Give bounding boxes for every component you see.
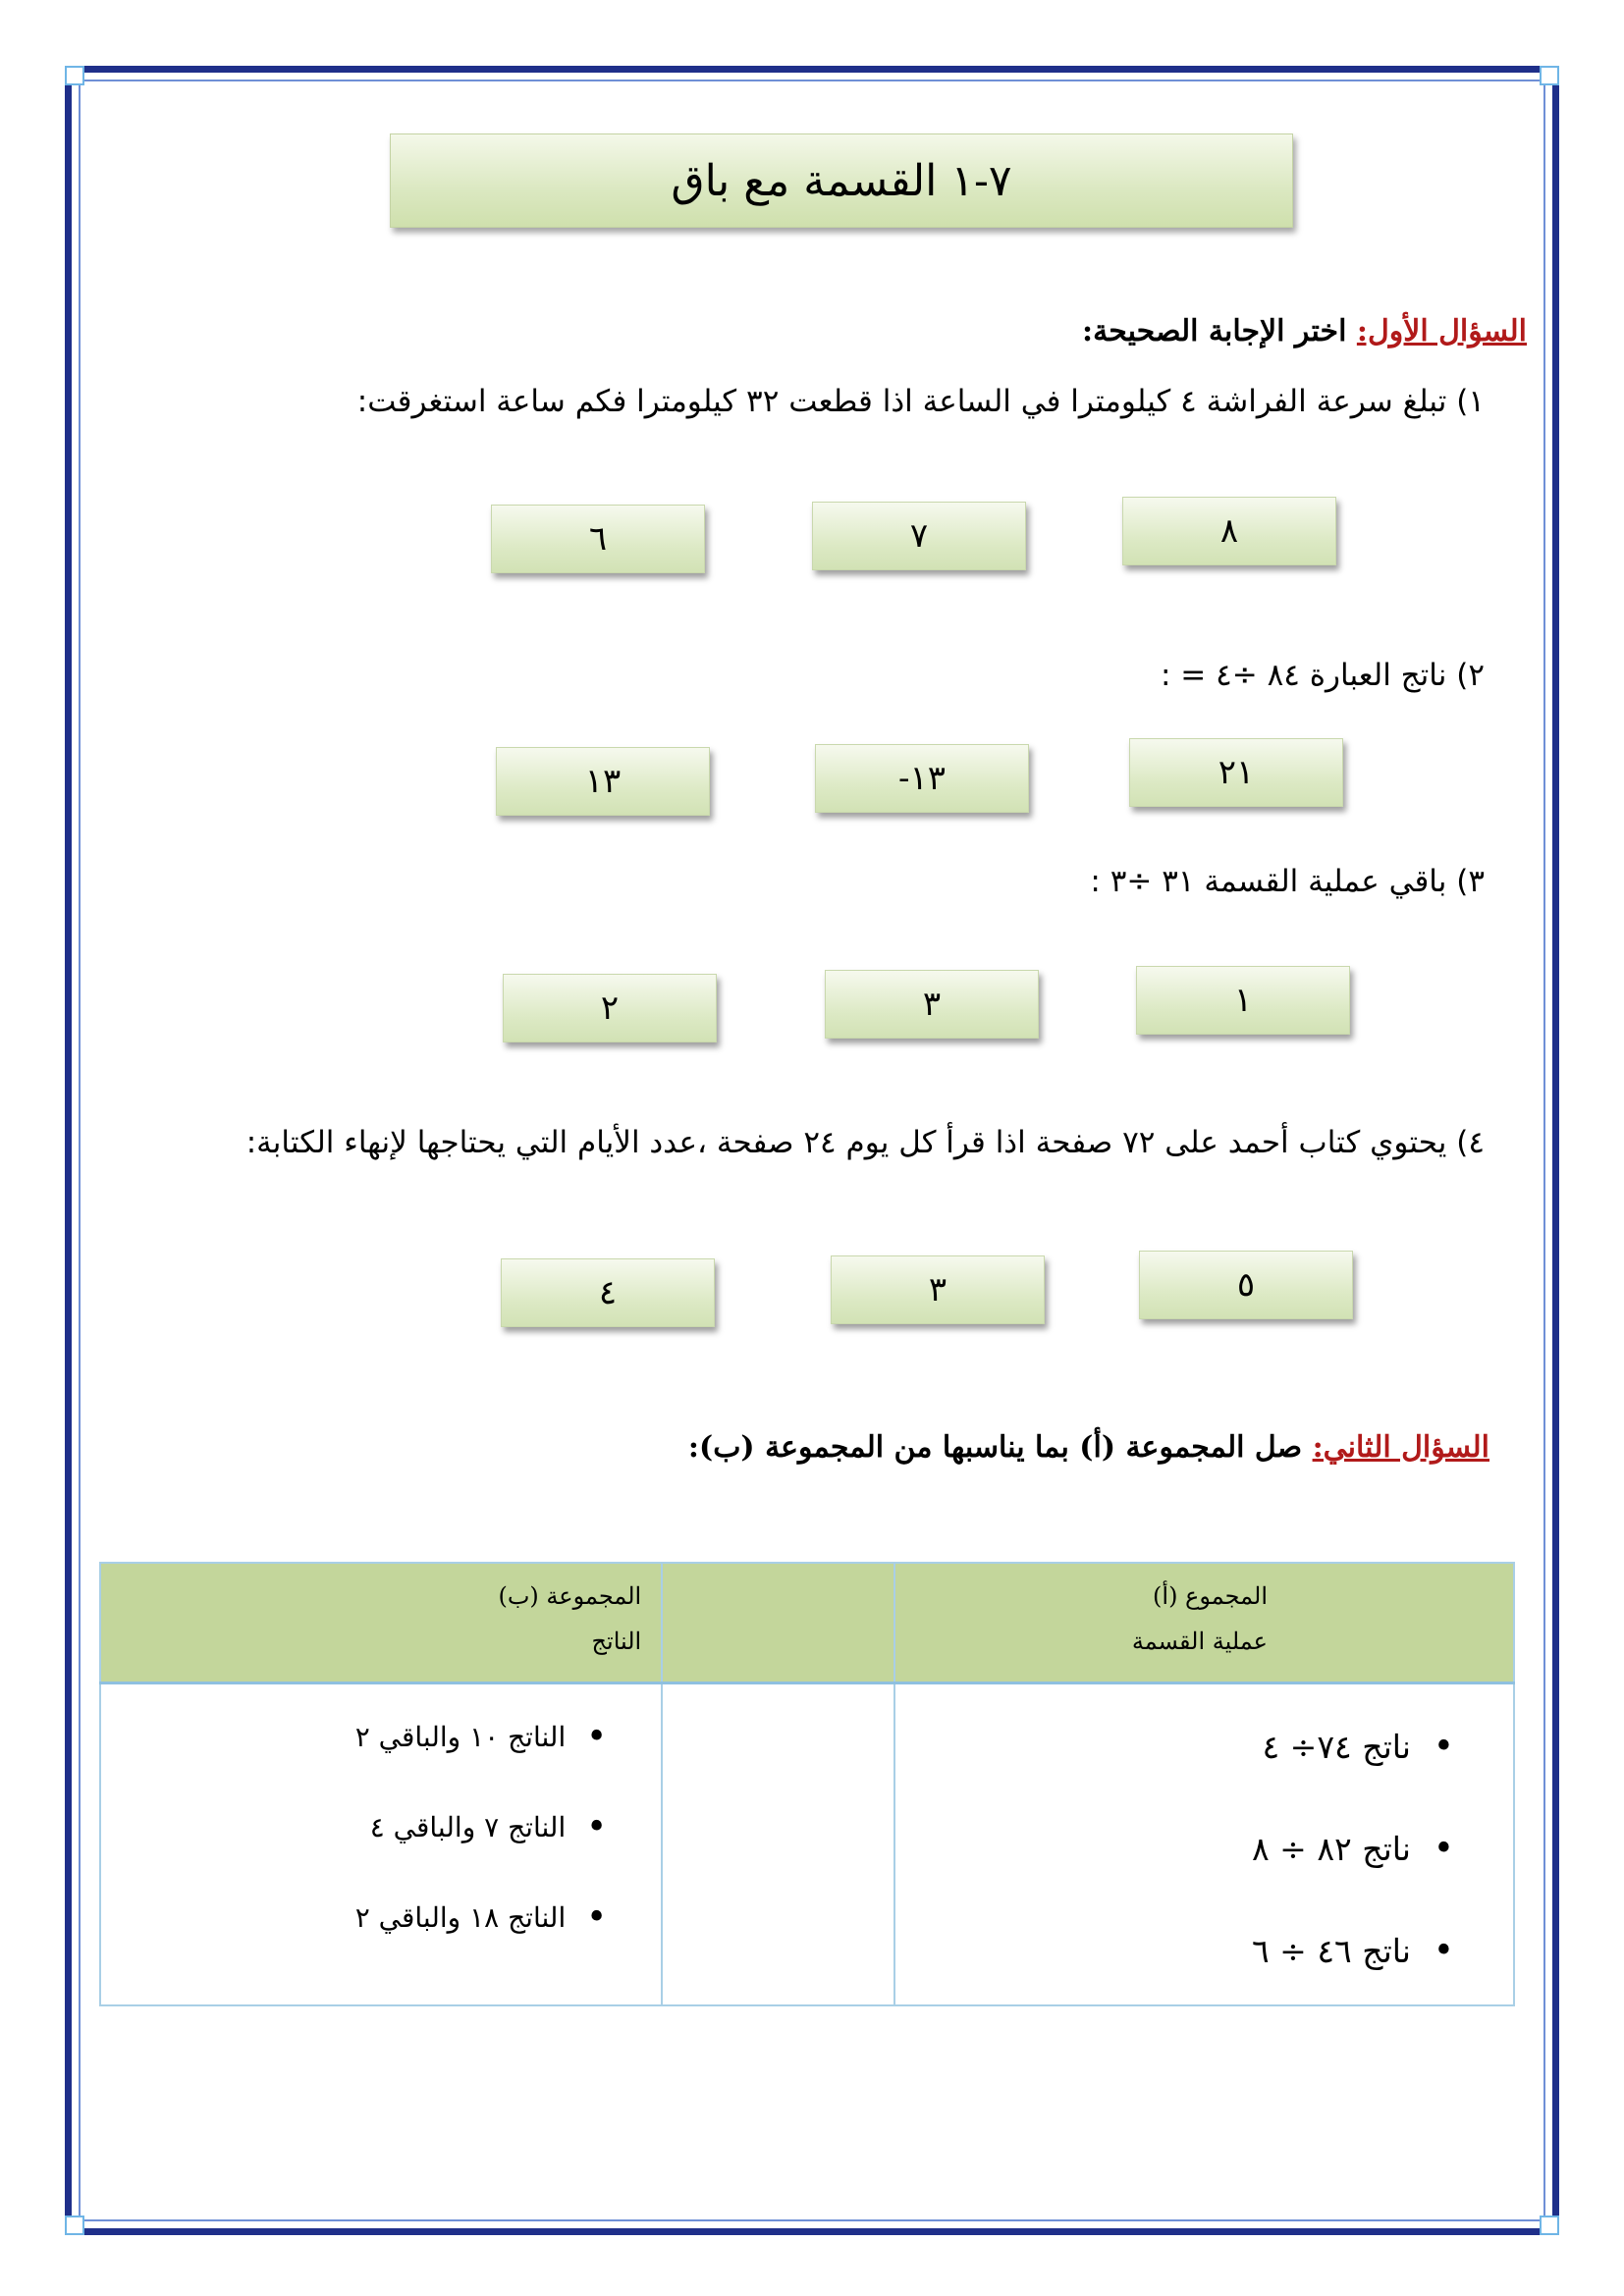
group-b-item-2[interactable]: [101, 1783, 607, 1873]
option-label: ٦: [588, 519, 608, 559]
group-b-item-1[interactable]: [101, 1692, 607, 1783]
option-label: ٢١: [1218, 753, 1255, 792]
group-b-header: [100, 1563, 662, 1683]
option-label: ٧: [909, 516, 929, 556]
q1-item-4-option-3[interactable]: [501, 1258, 715, 1327]
q1-item-4-text: ٤) يحتوي كتاب أحمد على ٧٢ صفحة اذا قرأ كل يوم ٢٤ صفحة ،عدد الأيام التي يحتاجها لإنهاء الكتابة:: [245, 1125, 1485, 1160]
q1-item-1-option-1[interactable]: [1122, 497, 1336, 565]
group-a-item-3[interactable]: [895, 1900, 1454, 2002]
border-corner-top-left: [65, 66, 84, 85]
group-b-heading: المجموعة (ب): [498, 1582, 642, 1610]
q1-item-4-option-1[interactable]: [1139, 1251, 1353, 1319]
option-label: ١٣-: [897, 759, 947, 798]
q1-label: السؤال الأول:: [1356, 314, 1527, 348]
list-item: الناتج ١٨ والباقي ٢: [354, 1901, 567, 1934]
option-label: ١: [1233, 981, 1253, 1020]
group-a-header: [894, 1563, 1514, 1683]
q1-item-1-option-2[interactable]: [812, 502, 1026, 570]
list-item: ناتج ٤٦ ÷ ٦: [1251, 1932, 1411, 1970]
option-label: ٣: [928, 1270, 947, 1309]
q1-item-3-option-1[interactable]: [1136, 966, 1350, 1035]
group-a-list: [895, 1684, 1513, 2002]
lesson-title: ٧-١ القسمة مع باق: [671, 155, 1012, 206]
q1-instruction: اختر الإجابة الصحيحة:: [1082, 314, 1347, 348]
group-a-item-2[interactable]: [895, 1798, 1454, 1900]
q1-item-3-option-3[interactable]: [503, 974, 717, 1042]
group-a-cell: [894, 1683, 1514, 2006]
option-label: ١٣: [584, 762, 622, 801]
q1-item-2-text: ٢) ناتج العبارة ٨٤ ÷٤ = :: [1160, 658, 1485, 693]
q1-item-1-option-3[interactable]: [491, 505, 705, 573]
group-b-list: [101, 1684, 661, 1963]
q1-item-2-option-1[interactable]: [1129, 738, 1343, 807]
q2-label: السؤال الثاني:: [1312, 1430, 1489, 1465]
group-b-item-3[interactable]: [101, 1873, 607, 1963]
border-corner-top-right: [1540, 66, 1559, 85]
q1-item-1-text: ١) تبلغ سرعة الفراشة ٤ كيلومترا في الساعة اذا قطعت ٣٢ كيلومترا فكم ساعة استغرقت:: [356, 384, 1485, 419]
q1-item-2-option-2[interactable]: [815, 744, 1029, 813]
list-item: الناتج ٧ والباقي ٤: [369, 1811, 567, 1843]
q2-instruction: صل المجموعة (أ) بما يناسبها من المجموعة (ب):: [687, 1430, 1303, 1465]
q1-item-2-option-3[interactable]: [496, 747, 710, 816]
border-corner-bottom-left: [65, 2216, 84, 2235]
list-item: الناتج ١٠ والباقي ٢: [354, 1721, 567, 1753]
lesson-title-box: [390, 133, 1293, 228]
middle-cell: [662, 1683, 894, 2006]
q2-heading: [688, 1430, 1489, 1465]
group-a-heading: المجموع (أ): [1153, 1582, 1268, 1610]
option-label: ٥: [1236, 1265, 1256, 1305]
middle-header: [662, 1563, 894, 1683]
option-label: ٤: [598, 1273, 618, 1312]
option-label: ٣: [922, 985, 942, 1024]
group-a-subheading: عملية القسمة: [1131, 1628, 1268, 1655]
group-b-cell: [100, 1683, 662, 2006]
border-corner-bottom-right: [1540, 2216, 1559, 2235]
q1-item-4-option-2[interactable]: [831, 1255, 1045, 1324]
list-item: ناتج ٧٤÷ ٤: [1262, 1728, 1411, 1766]
group-a-item-1[interactable]: [895, 1696, 1454, 1798]
q1-item-3-text: ٣) باقي عملية القسمة ٣١ ÷٣ :: [1090, 864, 1485, 899]
q1-heading: [1082, 314, 1527, 348]
matching-table: [99, 1562, 1515, 2006]
option-label: ٨: [1219, 511, 1239, 551]
group-b-subheading: الناتج: [591, 1628, 642, 1655]
list-item: ناتج ٨٢ ÷ ٨: [1251, 1830, 1411, 1868]
option-label: ٢: [600, 988, 620, 1028]
q1-item-3-option-2[interactable]: [825, 970, 1039, 1039]
